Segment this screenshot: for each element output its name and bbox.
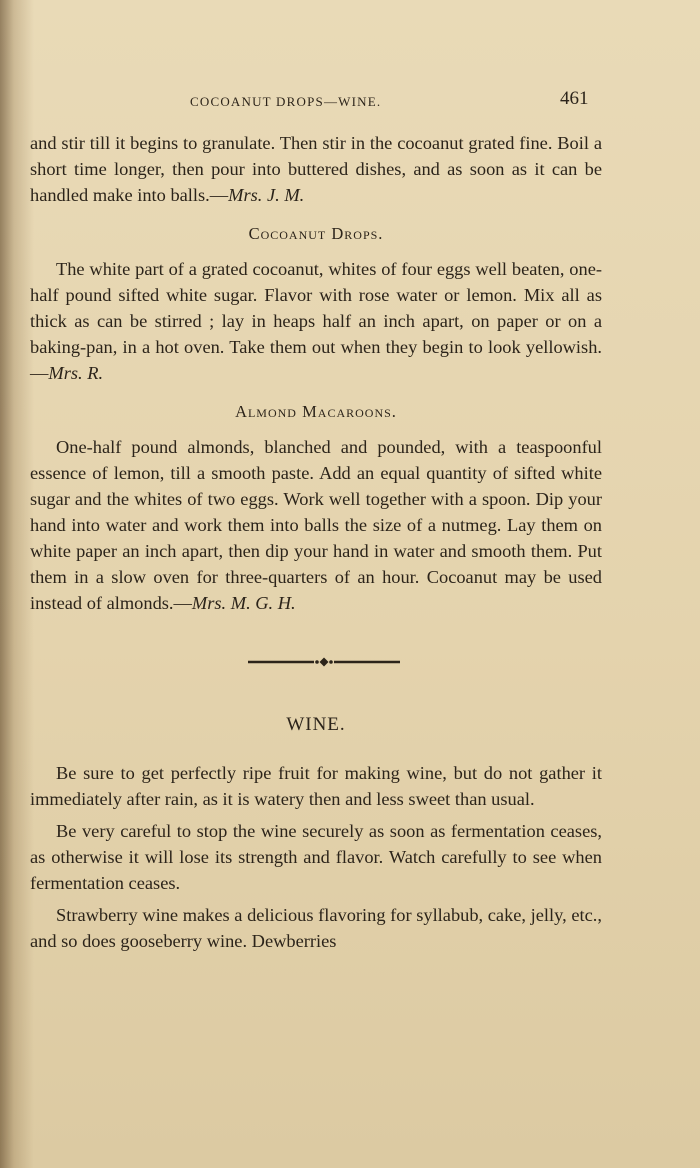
almond-macaroons-recipe bbox=[30, 434, 602, 616]
almond-macaroons-text: One-half pound almonds, blanched and pounded, with a teaspoonful essence of lemon, till a smooth paste. Add an equal quantity of sifted white sugar and the whites of two eggs. Work well together with a spoon. Dip your hand into water and work them into balls the size of a nutmeg. Lay them on white paper an inch apart, then dip your hand in water and smooth them. Put them in a slow oven for three-quarters of an hour. Cocoanut may be used instead of almonds.— bbox=[30, 437, 602, 613]
page-number: 461 bbox=[560, 88, 589, 109]
signature: Mrs. R. bbox=[48, 363, 104, 383]
page-header bbox=[0, 88, 700, 118]
continued-paragraph-text: and stir till it begins to granulate. Then stir in the cocoanut grated fine. Boil a short time longer, then pour into buttered dishes, and as soon as it can be handled make into balls.— bbox=[30, 133, 602, 205]
wine-paragraph-2: Be very careful to stop the wine securely as soon as fermentation ceases, as otherwise it will lose its strength and flavor. Watch carefully to see when fermentation ceases. bbox=[30, 821, 602, 893]
running-head: COCOANUT DROPS—WINE. bbox=[190, 94, 382, 109]
section-title-cocoanut-drops: Cocoanut Drops. bbox=[248, 224, 384, 243]
continued-paragraph bbox=[30, 130, 602, 208]
ornament-divider-icon bbox=[248, 656, 400, 668]
signature: Mrs. J. M. bbox=[228, 185, 305, 205]
wine-paragraph-1: Be sure to get perfectly ripe fruit for making wine, but do not gather it immediately after rain, as it is watery then and less sweet than usual. bbox=[30, 763, 602, 809]
signature: Mrs. M. G. H. bbox=[191, 593, 296, 613]
section-title-almond-macaroons: Almond Macaroons. bbox=[235, 402, 397, 421]
wine-paragraph-3: Strawberry wine makes a delicious flavoring for syllabub, cake, jelly, etc., and so does gooseberry wine. Dewberries bbox=[30, 905, 602, 951]
cocoanut-drops-recipe bbox=[30, 256, 602, 386]
section-title-wine: WINE. bbox=[286, 714, 346, 735]
page-body bbox=[30, 130, 602, 954]
cocoanut-drops-text: The white part of a grated cocoanut, whites of four eggs well beaten, one-half pound sifted white sugar. Flavor with rose water or lemon. Mix all as thick as can be stirred ; lay in heaps half an inch apart, on paper or on a baking-pan, in a hot oven. Take them out when they begin to look yellowish.— bbox=[30, 259, 602, 383]
ornamental-rule bbox=[30, 644, 602, 692]
